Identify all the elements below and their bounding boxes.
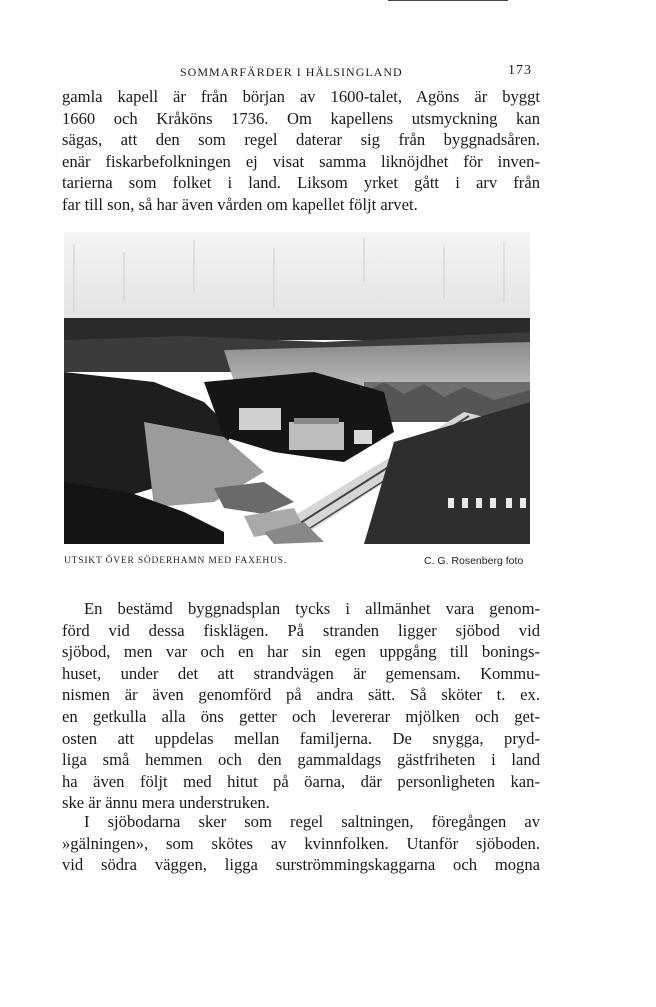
text-line: 1660 och Kråköns 1736. Om kapellens utsmyckning kan (62, 108, 540, 128)
photograph-soderhamn (64, 232, 530, 544)
text-line: osten att uppdelas mellan familjerna. De snygga, pryd- (62, 728, 540, 748)
paragraph-building-plan (62, 598, 540, 814)
text-line: tarierna som folket i land. Liksom yrket gått i arv från (62, 173, 540, 193)
text-line: nismen är även genomförd på andra sätt. Så sköter t. ex. (62, 685, 540, 705)
figure-caption: UTSIKT ÖVER SÖDERHAMN MED FAXEHUS. (64, 556, 287, 566)
text-line: En bestämd byggnadsplan tycks i allmänhet vara genom- (84, 599, 540, 618)
paragraph-sjobodarna (62, 811, 540, 876)
text-line: sägas, att den som regel daterar sig från byggnadsåren. (62, 130, 540, 150)
top-rule (388, 0, 508, 1)
page-number: 173 (508, 63, 532, 78)
text-line: sjöbod, men var och en har sin egen uppgång till bonings- (62, 642, 540, 662)
text-line: en getkulla alla öns getter och levererar mjölken och get- (62, 706, 540, 726)
text-line: liga små hemmen och den gammaldags gästfriheten i land (62, 750, 540, 770)
text-line: ske är ännu mera understruken. (62, 793, 270, 813)
running-head: SOMMARFÄRDER I HÄLSINGLAND (180, 65, 403, 79)
text-line: ha även följt med hitut på öarna, där personligheten kan- (62, 771, 540, 791)
photo-credit: C. G. Rosenberg foto (424, 555, 524, 567)
text-line: I sjöbodarna sker som regel saltningen, föregången av (84, 812, 540, 831)
paragraph-intro (62, 86, 540, 216)
text-line: enär fiskarbefolkningen ej visat samma liknöjdhet för inven- (62, 151, 540, 171)
text-line: »gälningen», som skötes av kvinnfolken. Utanför sjöboden. (62, 833, 540, 853)
text-line: huset, under det att strandvägen är gemensam. Kommu- (62, 663, 540, 683)
text-line: vid södra väggen, ligga surströmmingskaggarna och mogna (62, 855, 540, 875)
text-line: förd vid dessa fisklägen. På stranden ligger sjöbod vid (62, 620, 540, 640)
text-line: gamla kapell är från början av 1600-talet, Agöns är byggt (62, 87, 540, 106)
text-line: far till son, så har även vården om kapellet följt arvet. (62, 194, 418, 214)
